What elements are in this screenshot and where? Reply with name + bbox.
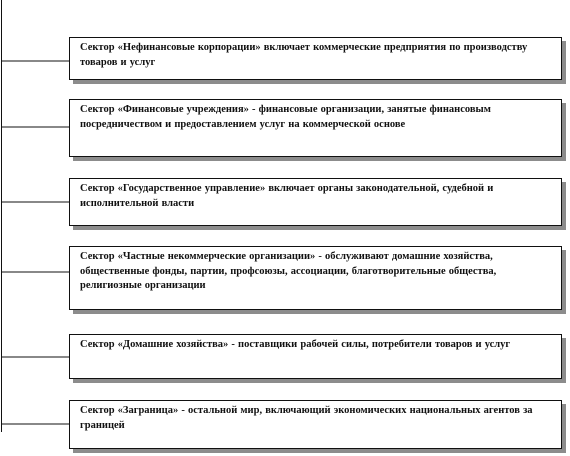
sector-box-non-financial-corporations xyxy=(69,37,562,80)
sector-text: Сектор «Заграница» - остальной мир, включающий экономических национальных агентов за границей xyxy=(80,405,533,431)
sector-text: Сектор «Государственное управление» включает органы законодательной, судебной и исполнительной власти xyxy=(80,183,494,209)
sector-text: Сектор «Финансовые учреждения» - финансовые организации, занятые финансовым посредничеством и предоставлением услуг на коммерческой основе xyxy=(80,104,491,130)
sector-box-rest-of-world xyxy=(69,400,562,449)
sector-text: Сектор «Домашние хозяйства» - поставщики рабочей силы, потребители товаров и услуг xyxy=(80,339,511,350)
sector-box-financial-institutions xyxy=(69,99,562,157)
sector-box-non-profit-organizations xyxy=(69,246,562,310)
sector-box-households xyxy=(69,334,562,379)
sector-box-government xyxy=(69,178,562,226)
sector-text: Сектор «Частные некоммерческие организации» - обслуживают домашние хозяйства, общественные фонды, партии, профсоюзы, ассоциации, благотворительные общества, религиозные организации xyxy=(80,251,497,291)
sector-text: Сектор «Нефинансовые корпорации» включает коммерческие предприятия по производству товаров и услуг xyxy=(80,42,528,68)
